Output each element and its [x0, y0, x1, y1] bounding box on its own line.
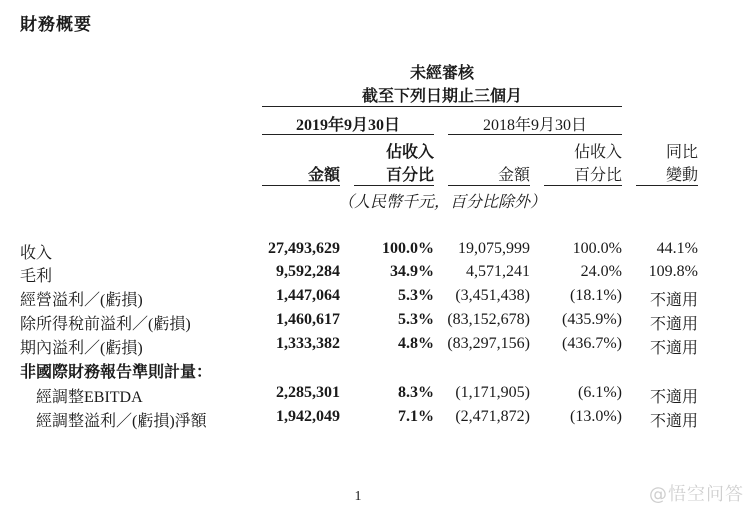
date-2019-rule — [262, 134, 434, 135]
operating-profit-2019-pct: 5.3% — [398, 287, 434, 304]
adj-ebitda-2019-amount: 2,285,301 — [276, 384, 340, 401]
period-profit-2019-amount: 1,333,382 — [276, 335, 340, 352]
adj-net-2019-pct: 7.1% — [398, 408, 434, 425]
period-profit-2018-amount: (83,297,156) — [447, 335, 530, 352]
col-pct-2019-rule — [354, 185, 434, 186]
row-label-adjusted-ebitda: 經調整EBITDA — [36, 389, 143, 406]
pbt-2018-amount: (83,152,678) — [447, 311, 530, 328]
col-amount-2018: 金額 — [497, 167, 530, 184]
gross-profit-2019-amount: 9,592,284 — [276, 263, 340, 280]
adj-net-2018-amount: (2,471,872) — [455, 408, 530, 425]
row-label-profit-before-tax: 除所得稅前溢利／(虧損) — [20, 316, 191, 333]
operating-profit-yoy: 不適用 — [649, 292, 698, 309]
operating-profit-2018-amount: (3,451,438) — [455, 287, 530, 304]
col-pct-2019-line1: 佔收入 — [385, 144, 434, 161]
date-2019: 2019年9月30日 — [295, 117, 400, 134]
col-pct-2018-rule — [544, 185, 622, 186]
revenue-2019-pct: 100.0% — [382, 240, 434, 257]
pbt-2018-pct: (435.9%) — [562, 311, 622, 328]
gross-profit-2018-pct: 24.0% — [580, 263, 622, 280]
page-number: 1 — [354, 489, 362, 504]
revenue-2018-amount: 19,075,999 — [458, 240, 530, 257]
adj-net-2019-amount: 1,942,049 — [276, 408, 340, 425]
col-yoy-line1: 同比 — [665, 144, 698, 161]
pbt-yoy: 不適用 — [649, 316, 698, 333]
row-label-gross-profit: 毛利 — [20, 268, 53, 285]
operating-profit-2019-amount: 1,447,064 — [276, 287, 340, 304]
non-ifrs-heading: 非國際財務報告準則計量： — [20, 364, 213, 381]
gross-profit-yoy: 109.8% — [648, 263, 698, 280]
revenue-2019-amount: 27,493,629 — [268, 240, 340, 257]
revenue-2018-pct: 100.0% — [572, 240, 622, 257]
watermark: @悟空问答 — [649, 484, 744, 505]
row-label-revenue: 收入 — [20, 245, 53, 262]
pbt-2019-amount: 1,460,617 — [276, 311, 340, 328]
adj-ebitda-2018-amount: (1,171,905) — [455, 384, 530, 401]
row-label-adjusted-net-profit: 經調整溢利／(虧損)淨額 — [36, 413, 207, 430]
adj-net-2018-pct: (13.0%) — [570, 408, 622, 425]
section-title: 財務概要 — [20, 15, 92, 35]
unit-note: （人民幣千元，百分比除外） — [337, 194, 546, 211]
period-heading: 截至下列日期止三個月 — [361, 88, 522, 105]
col-pct-2018-line2: 百分比 — [573, 167, 622, 184]
col-pct-2019-line2: 百分比 — [385, 167, 434, 184]
row-label-operating-profit: 經營溢利／(虧損) — [20, 292, 143, 309]
revenue-yoy: 44.1% — [656, 240, 698, 257]
date-2018: 2018年9月30日 — [482, 117, 587, 134]
col-amount-2019: 金額 — [307, 167, 340, 184]
period-profit-2019-pct: 4.8% — [398, 335, 434, 352]
col-amount-2019-rule — [262, 185, 340, 186]
date-2018-rule — [448, 134, 622, 135]
operating-profit-2018-pct: (18.1%) — [570, 287, 622, 304]
unaudited-heading: 未經審核 — [409, 65, 474, 82]
gross-profit-2019-pct: 34.9% — [390, 263, 434, 280]
col-pct-2018-line1: 佔收入 — [573, 144, 622, 161]
col-amount-2018-rule — [448, 185, 530, 186]
header-rule — [262, 106, 622, 107]
period-profit-2018-pct: (436.7%) — [562, 335, 622, 352]
adj-ebitda-2018-pct: (6.1%) — [578, 384, 622, 401]
pbt-2019-pct: 5.3% — [398, 311, 434, 328]
adj-ebitda-yoy: 不適用 — [649, 389, 698, 406]
adj-net-yoy: 不適用 — [649, 413, 698, 430]
col-yoy-rule — [636, 185, 698, 186]
period-profit-yoy: 不適用 — [649, 340, 698, 357]
adj-ebitda-2019-pct: 8.3% — [398, 384, 434, 401]
col-yoy-line2: 變動 — [665, 167, 698, 184]
gross-profit-2018-amount: 4,571,241 — [466, 263, 530, 280]
row-label-period-profit: 期內溢利／(虧損) — [20, 340, 143, 357]
